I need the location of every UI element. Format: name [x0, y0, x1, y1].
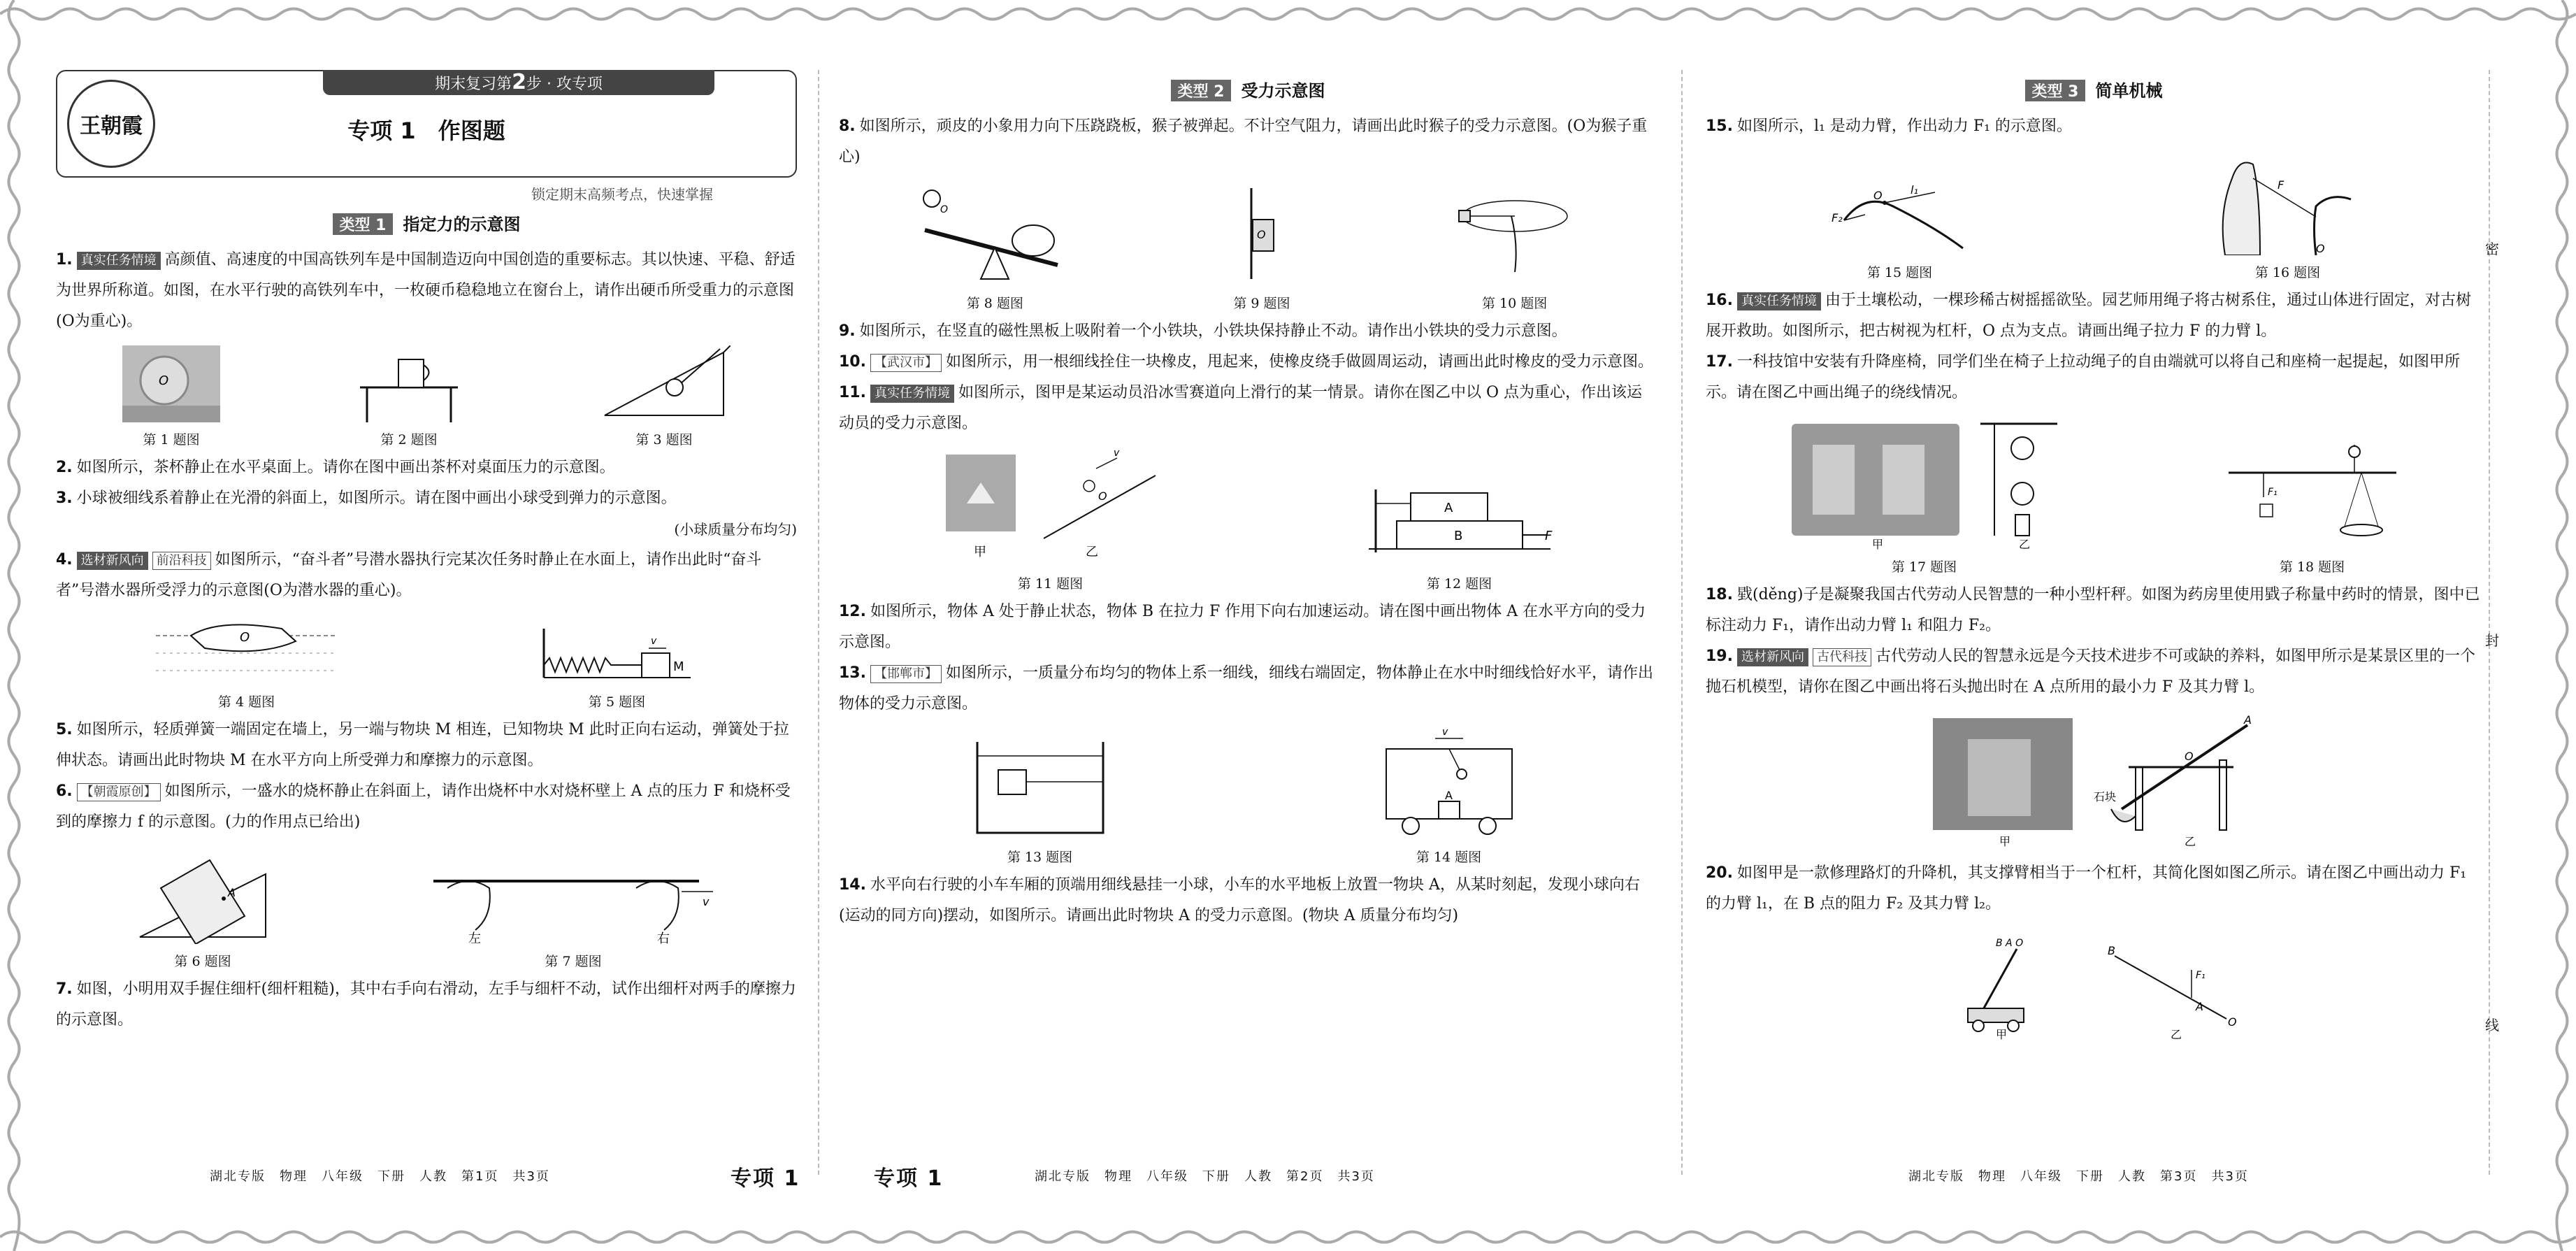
- figure-11: [939, 448, 1163, 592]
- figure-caption: 第 7 题图: [545, 954, 602, 969]
- question-text: 如图所示，图甲是某运动员沿冰雪赛道向上滑行的某一情景。请你在图乙中以 O 点为重心，作出该运动员的受力示意图。: [839, 384, 1643, 432]
- question-text: 如图所示，“奋斗者”号潜水器执行完某次任务时静止在水面上，请作出此时“奋斗者”号潜水器所受浮力的示意图(O为潜水器的重心)。: [56, 551, 762, 599]
- column-divider: [1681, 70, 1683, 1175]
- figure-18: [2222, 431, 2403, 576]
- figure-17: [1785, 417, 2064, 576]
- question-text: 如图所示，顽皮的小象用力向下压跷跷板，猴子被弹起。不计空气阻力，请画出此时猴子的受力示意图。(O为猴子重心): [839, 117, 1648, 166]
- tag-original: 【朝霞原创】: [77, 783, 161, 801]
- step-bar: [323, 70, 714, 95]
- figure-8: [918, 181, 1072, 312]
- question-number: 18.: [1706, 586, 1733, 603]
- ball-on-incline-diagram: [598, 345, 731, 422]
- tag-real-task: 真实任务情境: [77, 252, 161, 270]
- question-number: 11.: [839, 384, 866, 401]
- type-heading-1: [56, 210, 797, 235]
- figure-4: [156, 615, 338, 710]
- figure-12: [1362, 482, 1557, 592]
- svg-text:v: v: [703, 895, 710, 908]
- question-text: 如图所示，轻质弹簧一端固定在墙上，另一端与物块 M 相连，已知物块 M 此时正向右运动，弹簧处于拉伸状态。请画出此时物块 M 在水平方向上所受弹力和摩擦力的示意图。: [56, 721, 789, 769]
- svg-text:O: O: [1098, 489, 1107, 503]
- seal-char: 线: [2485, 1017, 2499, 1034]
- motto: 锁定期末高频考点，快速掌握: [531, 186, 713, 203]
- tag-source: 【邯郸市】: [870, 665, 942, 683]
- question-18: [1706, 580, 2482, 641]
- svg-text:O: O: [1873, 189, 1883, 202]
- right-wavy-border: [2548, 0, 2576, 1251]
- top-wavy-border: [0, 0, 2576, 28]
- cart-pendulum-diagram: [1372, 728, 1526, 840]
- page-column-1: [56, 70, 797, 1189]
- question-number: 10.: [839, 353, 866, 371]
- svg-text:O: O: [2315, 242, 2325, 255]
- type-title: 简单机械: [2095, 81, 2163, 101]
- tag-real-task: 真实任务情境: [870, 385, 954, 403]
- spring-block-diagram: [537, 622, 698, 685]
- coin-on-windowsill-image: [122, 345, 220, 422]
- stone-label: 石块: [2094, 790, 2117, 803]
- step-prefix: 期末复习第: [435, 76, 512, 93]
- figure-caption: 第 12 题图: [1426, 576, 1492, 592]
- svg-text:O: O: [940, 204, 949, 215]
- svg-text:O: O: [2185, 750, 2194, 763]
- footer-right-info: 湖北专版 物理 八年级 下册 人教 第3页 共3页: [1908, 1169, 2249, 1184]
- svg-text:A: A: [228, 886, 236, 899]
- step-suffix: 步 · 攻专项: [526, 76, 603, 93]
- svg-text:l₁: l₁: [1910, 183, 1918, 196]
- figure-row-19: [1706, 711, 2482, 854]
- figure-16: [2211, 150, 2365, 281]
- label-jia: 甲: [1999, 835, 2011, 848]
- magnet-on-board-diagram: [1230, 181, 1293, 286]
- label-yi: 乙: [2185, 835, 2196, 848]
- right-label: 右: [657, 931, 670, 944]
- type-title: 指定力的示意图: [403, 215, 521, 234]
- question-15: [1706, 111, 2482, 142]
- figure-row-13-14: [839, 728, 1657, 866]
- figure-row-15-16: [1706, 150, 2482, 281]
- label-jia: 甲: [973, 545, 986, 559]
- figure-20: [1947, 928, 2240, 1043]
- skier-diagram: [939, 448, 1163, 566]
- eraser-circular-motion-diagram: [1452, 181, 1578, 286]
- question-number: 7.: [56, 980, 73, 998]
- figure-caption: 第 4 题图: [217, 694, 275, 710]
- bottom-wavy-border: [0, 1223, 2576, 1251]
- question-4: [56, 545, 797, 606]
- svg-text:F: F: [2277, 178, 2284, 192]
- figure-caption: 第 6 题图: [174, 954, 231, 969]
- type-number: 类型 1: [333, 213, 394, 235]
- figure-caption: 第 14 题图: [1416, 850, 1482, 865]
- question-20: [1706, 858, 2482, 920]
- question-number: 4.: [56, 551, 73, 569]
- tag-new-direction: 选材新风向: [77, 552, 148, 570]
- question-6: [56, 776, 797, 838]
- svg-text:M: M: [672, 659, 684, 674]
- figure-row-11-12: [839, 448, 1657, 592]
- question-number: 19.: [1706, 648, 1733, 665]
- question-text: 一科技馆中安装有升降座椅，同学们坐在椅子上拉动绳子的自由端就可以将自己和座椅一起提起，如图甲所示。请在图乙中画出绳子的绕线情况。: [1706, 353, 2460, 401]
- figure-13: [970, 735, 1110, 866]
- question-number: 2.: [56, 459, 73, 476]
- question-number: 8.: [839, 117, 856, 135]
- step-number: 2: [512, 70, 526, 94]
- question-text: 如图所示，茶杯静止在水平桌面上。请你在图中画出茶杯对桌面压力的示意图。: [76, 459, 615, 476]
- question-text: 小球被细线系着静止在光滑的斜面上，如图所示。请在图中画出小球受到弹力的示意图。: [76, 489, 677, 507]
- svg-text:v: v: [1113, 448, 1119, 459]
- lifting-chair-pulley-diagram: [1785, 417, 2064, 550]
- question-19: [1706, 641, 2482, 703]
- page-column-2: [839, 70, 1657, 1189]
- question-number: 12.: [839, 603, 866, 620]
- column-divider: [818, 70, 819, 1175]
- figure-2: [353, 352, 465, 448]
- figure-15: [1823, 164, 1977, 281]
- header-banner: [56, 70, 797, 178]
- question-text: 如图所示，在竖直的磁性黑板上吸附着一个小铁块，小铁块保持静止不动。请作出小铁块的受力示意图。: [859, 322, 1567, 340]
- figure-caption: 第 10 题图: [1482, 296, 1548, 311]
- question-number: 13.: [839, 664, 866, 682]
- question-text: 水平向右行驶的小车车厢的顶端用细线悬挂一小球，小车的水平地板上放置一物块 A，从某时刻起，发现小球向右(运动的同方向)摆动，如图所示。请画出此时物块 A 的受力示意图。(物块 A 质量分布均匀): [839, 876, 1640, 924]
- label-yi: 乙: [2171, 1028, 2182, 1040]
- question-12: [839, 596, 1657, 658]
- question-number: 17.: [1706, 353, 1733, 371]
- seal-char: 密: [2485, 241, 2499, 257]
- label-yi: 乙: [2018, 538, 2030, 550]
- figure-3: [598, 345, 731, 448]
- figure-row-8-10: [839, 181, 1657, 312]
- figure-row-1-3: [56, 345, 797, 448]
- figure-caption: 第 17 题图: [1891, 559, 1957, 575]
- svg-text:F₁: F₁: [2196, 970, 2206, 981]
- label-yi: 乙: [1085, 545, 1098, 559]
- question-2: [56, 452, 797, 483]
- question-17: [1706, 347, 2482, 408]
- question-text: 如图所示，用一根细线拴住一块橡皮，甩起来，使橡皮绕手做圆周运动，请画出此时橡皮的受力示意图。: [945, 353, 1653, 371]
- question-11: [839, 378, 1657, 439]
- question-number: 15.: [1706, 117, 1733, 135]
- catapult-diagram: [1926, 711, 2261, 851]
- svg-text:B: B: [2108, 944, 2115, 957]
- figure-row-4-5: [56, 615, 797, 710]
- figure-1: [122, 345, 220, 448]
- svg-text:B A O: B A O: [1996, 938, 2024, 949]
- svg-text:A: A: [1444, 789, 1453, 802]
- question-7: [56, 974, 797, 1036]
- question-text: 如图所示，物体 A 处于静止状态，物体 B 在拉力 F 作用下向右加速运动。请在图中画出物体 A 在水平方向的受力示意图。: [839, 603, 1646, 651]
- footer-mid-info: 湖北专版 物理 八年级 下册 人教 第2页 共3页: [1035, 1169, 1375, 1184]
- tag-source: 【武汉市】: [870, 354, 942, 372]
- question-9: [839, 316, 1657, 347]
- figure-row-17-18: [1706, 417, 2482, 576]
- figure-caption: 第 8 题图: [966, 296, 1023, 311]
- question-text: 如图，小明用双手握住细杆(细杆粗糙)，其中右手向右滑动，左手与细杆不动，试作出细杆对两手的摩擦力的示意图。: [56, 980, 796, 1029]
- svg-text:F₂: F₂: [1831, 211, 1843, 224]
- special-title: 专项 1 作图题: [347, 117, 505, 144]
- type-number: 类型 3: [2025, 80, 2086, 101]
- figure-7: [426, 846, 720, 970]
- figure-6: [133, 846, 273, 970]
- question-number: 9.: [839, 322, 856, 340]
- svg-text:A: A: [2196, 1000, 2203, 1013]
- submersible-diagram: [156, 615, 338, 685]
- svg-text:B: B: [1453, 529, 1462, 543]
- figure-9: [1230, 181, 1293, 312]
- left-label: 左: [468, 931, 481, 944]
- left-wavy-border: [0, 0, 28, 1251]
- seal-char: 封: [2485, 632, 2499, 649]
- question-8: [839, 111, 1657, 173]
- question-text: 高颜值、高速度的中国高铁列车是中国制造迈向中国创造的重要标志。其以快速、平稳、舒适为世界所称道。如图，在水平行驶的高铁列车中，一枚硬币稳稳地立在窗台上，请作出硬币所受重力的示意图(O为重心)。: [56, 251, 796, 330]
- type-title: 受力示意图: [1241, 81, 1325, 101]
- question-number: 20.: [1706, 864, 1733, 882]
- svg-text:O: O: [1256, 228, 1266, 241]
- question-number: 3.: [56, 489, 73, 507]
- svg-text:O: O: [2228, 1015, 2237, 1029]
- figure-19: [1926, 711, 2261, 854]
- type-heading-2: [839, 77, 1657, 101]
- lift-machine-lever-diagram: [1947, 928, 2240, 1040]
- question-text: 戥(děng)子是凝聚我国古代劳动人民智慧的一种小型杆秤。如图为药房里使用戥子称量中药时的情景，图中已标注动力 F₁，请作出动力臂 l₁ 和阻力 F₂。: [1706, 586, 2480, 634]
- figure-caption: 第 5 题图: [588, 694, 646, 710]
- label-jia: 甲: [1996, 1028, 2008, 1040]
- steelyard-diagram: [2222, 431, 2403, 550]
- figure-5: [537, 622, 698, 710]
- figure-caption: 第 3 题图: [635, 432, 693, 448]
- question-text: 如图所示，l₁ 是动力臂，作出动力 F₁ 的示意图。: [1736, 117, 2072, 135]
- svg-text:O: O: [159, 373, 169, 388]
- figure-10: [1452, 181, 1578, 312]
- figure-caption: 第 16 题图: [2254, 265, 2321, 280]
- question-3: [56, 483, 797, 514]
- question-number: 14.: [839, 876, 866, 894]
- stacked-blocks-diagram: [1362, 482, 1557, 566]
- svg-text:F₁: F₁: [2267, 487, 2278, 498]
- question-13: [839, 658, 1657, 720]
- question-3-note: (小球质量分布均匀): [674, 521, 797, 538]
- brand-logo: 王朝霞: [67, 80, 155, 168]
- lever-arm-diagram: [1823, 164, 1977, 255]
- figure-caption: 第 1 题图: [143, 432, 200, 448]
- tag-ancient-tech: 古代科技: [1813, 648, 1871, 666]
- figure-caption: 第 2 题图: [380, 432, 438, 448]
- label-jia: 甲: [1871, 538, 1883, 550]
- svg-text:O: O: [239, 630, 250, 645]
- svg-text:F: F: [1544, 529, 1552, 543]
- question-text: 古代劳动人民的智慧永远是今天技术进步不可或缺的养料，如图甲所示是某景区里的一个抛石机模型，请你在图乙中画出将石头抛出时在 A 点所用的最小力 F 及其力臂 l。: [1706, 648, 2475, 696]
- footer-left-info: 湖北专版 物理 八年级 下册 人教 第1页 共3页: [210, 1169, 550, 1184]
- page-column-3: [1706, 70, 2482, 1189]
- question-1: [56, 245, 797, 337]
- tag-frontier-tech: 前沿科技: [152, 552, 211, 570]
- question-14: [839, 870, 1657, 931]
- footer-mid-section: 专项 1: [874, 1166, 944, 1191]
- question-text: 如图甲是一款修理路灯的升降机，其支撑臂相当于一个杠杆，其简化图如图乙所示。请在图乙中画出动力 F₁ 的力臂 l₁，在 B 点的阻力 F₂ 及其力臂 l₂。: [1706, 864, 2467, 913]
- question-text: 如图所示，一盛水的烧杯静止在斜面上，请作出烧杯中水对烧杯壁上 A 点的压力 F 和烧杯受到的摩擦力 f 的示意图。(力的作用点已给出): [56, 782, 791, 831]
- figure-caption: 第 18 题图: [2279, 559, 2345, 575]
- svg-text:A: A: [2244, 713, 2252, 727]
- footer-left-section: 专项 1: [731, 1166, 800, 1191]
- figure-14: [1372, 728, 1526, 866]
- question-number: 6.: [56, 782, 73, 800]
- seesaw-elephant-monkey-diagram: [918, 181, 1072, 286]
- question-16: [1706, 285, 2482, 347]
- figure-row-6-7: [56, 846, 797, 970]
- svg-text:v: v: [1441, 728, 1448, 738]
- beaker-on-incline-diagram: [133, 846, 273, 944]
- type-heading-3: [1706, 77, 2482, 101]
- cup-on-table-diagram: [353, 352, 465, 422]
- tag-new-direction: 选材新风向: [1737, 648, 1808, 666]
- question-number: 5.: [56, 721, 73, 738]
- question-number: 16.: [1706, 292, 1733, 309]
- object-in-water-diagram: [970, 735, 1110, 840]
- question-text: 如图所示，一质量分布均匀的物体上系一细线，细线右端固定，物体静止在水中时细线恰好水平，请作出物体的受力示意图。: [839, 664, 1653, 713]
- figure-row-20: [1706, 928, 2482, 1043]
- question-number: 1.: [56, 251, 73, 269]
- question-text: 由于土壤松动，一棵珍稀古树摇摇欲坠。园艺师用绳子将古树系住，通过山体进行固定，对古树展开救助。如图所示，把古树视为杠杆，O 点为支点。请画出绳子拉力 F 的力臂 l。: [1706, 292, 2471, 340]
- figure-caption: 第 13 题图: [1007, 850, 1073, 865]
- figure-caption: 第 11 题图: [1017, 576, 1084, 592]
- ancient-tree-rope-diagram: [2211, 150, 2365, 255]
- question-5: [56, 715, 797, 776]
- svg-text:A: A: [1444, 501, 1453, 515]
- hands-holding-rod-diagram: [426, 846, 720, 944]
- type-number: 类型 2: [1171, 80, 1232, 101]
- svg-text:v: v: [650, 636, 656, 647]
- tag-real-task: 真实任务情境: [1737, 292, 1821, 310]
- seal-line: [2489, 70, 2490, 1175]
- question-10: [839, 347, 1657, 378]
- figure-caption: 第 15 题图: [1866, 265, 1933, 280]
- figure-caption: 第 9 题图: [1233, 296, 1290, 311]
